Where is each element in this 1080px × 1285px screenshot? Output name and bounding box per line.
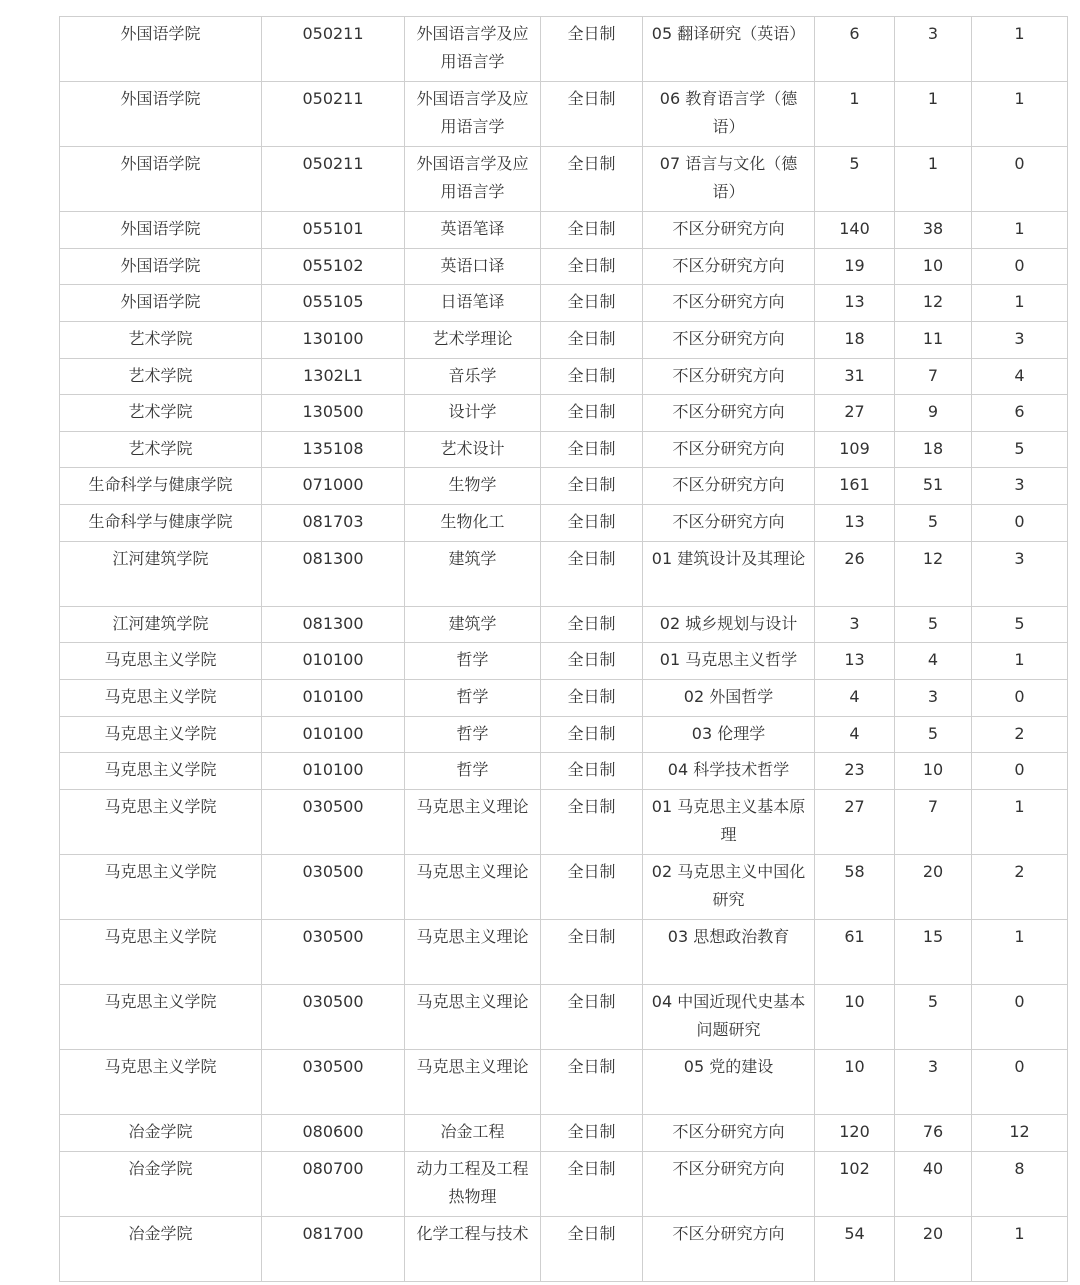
- study-mode-cell: 全日制: [541, 643, 643, 680]
- college-cell: 马克思主义学院: [60, 984, 262, 1049]
- quota-cell: 10: [815, 984, 895, 1049]
- major-name-cell: 冶金工程: [405, 1115, 541, 1152]
- research-direction-cell: 07 语言与文化（德语）: [643, 147, 815, 212]
- quota-cell: 1: [815, 82, 895, 147]
- count-cell: 2: [972, 854, 1068, 919]
- recommended-cell: 10: [895, 753, 972, 790]
- college-cell: 外国语学院: [60, 82, 262, 147]
- major-name-cell: 哲学: [405, 643, 541, 680]
- table-row: [60, 541, 1068, 606]
- recommended-cell: 12: [895, 541, 972, 606]
- research-direction-cell: 不区分研究方向: [643, 285, 815, 322]
- study-mode-cell: 全日制: [541, 285, 643, 322]
- table-row: [60, 1050, 1068, 1115]
- college-cell: 马克思主义学院: [60, 716, 262, 753]
- major-code-cell: 030500: [262, 789, 405, 854]
- study-mode-cell: 全日制: [541, 147, 643, 212]
- study-mode-cell: 全日制: [541, 753, 643, 790]
- major-code-cell: 010100: [262, 716, 405, 753]
- college-cell: 生命科学与健康学院: [60, 468, 262, 505]
- major-code-cell: 030500: [262, 984, 405, 1049]
- study-mode-cell: 全日制: [541, 431, 643, 468]
- count-cell: 1: [972, 17, 1068, 82]
- table-row: [60, 716, 1068, 753]
- study-mode-cell: 全日制: [541, 395, 643, 432]
- major-code-cell: 081703: [262, 505, 405, 542]
- count-cell: 1: [972, 919, 1068, 984]
- major-name-cell: 动力工程及工程热物理: [405, 1151, 541, 1216]
- research-direction-cell: 03 伦理学: [643, 716, 815, 753]
- major-code-cell: 030500: [262, 919, 405, 984]
- study-mode-cell: 全日制: [541, 1151, 643, 1216]
- major-code-cell: 1302L1: [262, 358, 405, 395]
- table-row: [60, 1216, 1068, 1281]
- count-cell: 1: [972, 82, 1068, 147]
- quota-cell: 6: [815, 17, 895, 82]
- quota-cell: 120: [815, 1115, 895, 1152]
- major-code-cell: 055101: [262, 212, 405, 249]
- table-row: [60, 395, 1068, 432]
- college-cell: 江河建筑学院: [60, 541, 262, 606]
- table-row: [60, 753, 1068, 790]
- major-code-cell: 050211: [262, 17, 405, 82]
- college-cell: 艺术学院: [60, 322, 262, 359]
- count-cell: 0: [972, 505, 1068, 542]
- major-code-cell: 055105: [262, 285, 405, 322]
- research-direction-cell: 不区分研究方向: [643, 1151, 815, 1216]
- major-name-cell: 艺术学理论: [405, 322, 541, 359]
- table-row: [60, 984, 1068, 1049]
- study-mode-cell: 全日制: [541, 541, 643, 606]
- recommended-cell: 1: [895, 82, 972, 147]
- study-mode-cell: 全日制: [541, 212, 643, 249]
- table-row: [60, 1115, 1068, 1152]
- major-code-cell: 010100: [262, 643, 405, 680]
- table-row: [60, 679, 1068, 716]
- count-cell: 0: [972, 679, 1068, 716]
- recommended-cell: 5: [895, 984, 972, 1049]
- table-row: [60, 468, 1068, 505]
- count-cell: 0: [972, 248, 1068, 285]
- major-name-cell: 生物学: [405, 468, 541, 505]
- count-cell: 0: [972, 147, 1068, 212]
- count-cell: 8: [972, 1151, 1068, 1216]
- study-mode-cell: 全日制: [541, 322, 643, 359]
- major-code-cell: 010100: [262, 753, 405, 790]
- research-direction-cell: 03 思想政治教育: [643, 919, 815, 984]
- study-mode-cell: 全日制: [541, 606, 643, 643]
- table-row: [60, 82, 1068, 147]
- count-cell: 3: [972, 468, 1068, 505]
- research-direction-cell: 不区分研究方向: [643, 248, 815, 285]
- college-cell: 马克思主义学院: [60, 919, 262, 984]
- study-mode-cell: 全日制: [541, 358, 643, 395]
- major-code-cell: 030500: [262, 854, 405, 919]
- quota-cell: 13: [815, 285, 895, 322]
- recommended-cell: 7: [895, 358, 972, 395]
- research-direction-cell: 不区分研究方向: [643, 1216, 815, 1281]
- count-cell: 5: [972, 606, 1068, 643]
- major-name-cell: 马克思主义理论: [405, 789, 541, 854]
- recommended-cell: 5: [895, 716, 972, 753]
- major-name-cell: 外国语言学及应用语言学: [405, 17, 541, 82]
- count-cell: 2: [972, 716, 1068, 753]
- research-direction-cell: 06 教育语言学（德语）: [643, 82, 815, 147]
- quota-cell: 10: [815, 1050, 895, 1115]
- count-cell: 5: [972, 431, 1068, 468]
- recommended-cell: 11: [895, 322, 972, 359]
- quota-cell: 23: [815, 753, 895, 790]
- table-row: [60, 431, 1068, 468]
- recommended-cell: 40: [895, 1151, 972, 1216]
- table-row: [60, 322, 1068, 359]
- recommended-cell: 7: [895, 789, 972, 854]
- major-name-cell: 英语笔译: [405, 212, 541, 249]
- quota-cell: 26: [815, 541, 895, 606]
- major-code-cell: 130500: [262, 395, 405, 432]
- major-name-cell: 马克思主义理论: [405, 984, 541, 1049]
- quota-cell: 27: [815, 395, 895, 432]
- major-code-cell: 050211: [262, 147, 405, 212]
- quota-cell: 109: [815, 431, 895, 468]
- quota-cell: 4: [815, 679, 895, 716]
- count-cell: 0: [972, 1050, 1068, 1115]
- count-cell: 1: [972, 1216, 1068, 1281]
- major-name-cell: 马克思主义理论: [405, 919, 541, 984]
- count-cell: 6: [972, 395, 1068, 432]
- major-name-cell: 设计学: [405, 395, 541, 432]
- college-cell: 马克思主义学院: [60, 643, 262, 680]
- major-name-cell: 哲学: [405, 679, 541, 716]
- major-name-cell: 哲学: [405, 753, 541, 790]
- study-mode-cell: 全日制: [541, 505, 643, 542]
- table-row: [60, 212, 1068, 249]
- table-row: [60, 248, 1068, 285]
- research-direction-cell: 不区分研究方向: [643, 322, 815, 359]
- quota-cell: 13: [815, 505, 895, 542]
- table-row: [60, 919, 1068, 984]
- table-row: [60, 505, 1068, 542]
- college-cell: 马克思主义学院: [60, 679, 262, 716]
- recommended-cell: 12: [895, 285, 972, 322]
- count-cell: 3: [972, 541, 1068, 606]
- major-name-cell: 外国语言学及应用语言学: [405, 82, 541, 147]
- study-mode-cell: 全日制: [541, 248, 643, 285]
- college-cell: 马克思主义学院: [60, 753, 262, 790]
- recommended-cell: 51: [895, 468, 972, 505]
- quota-cell: 61: [815, 919, 895, 984]
- quota-cell: 13: [815, 643, 895, 680]
- table-row: [60, 285, 1068, 322]
- research-direction-cell: 不区分研究方向: [643, 1115, 815, 1152]
- major-name-cell: 化学工程与技术: [405, 1216, 541, 1281]
- recommended-cell: 76: [895, 1115, 972, 1152]
- major-name-cell: 马克思主义理论: [405, 854, 541, 919]
- college-cell: 外国语学院: [60, 248, 262, 285]
- table-row: [60, 789, 1068, 854]
- quota-cell: 54: [815, 1216, 895, 1281]
- table-body: [60, 17, 1068, 1282]
- research-direction-cell: 05 党的建设: [643, 1050, 815, 1115]
- college-cell: 冶金学院: [60, 1216, 262, 1281]
- count-cell: 1: [972, 789, 1068, 854]
- recommended-cell: 9: [895, 395, 972, 432]
- study-mode-cell: 全日制: [541, 17, 643, 82]
- major-code-cell: 130100: [262, 322, 405, 359]
- major-name-cell: 艺术设计: [405, 431, 541, 468]
- college-cell: 艺术学院: [60, 431, 262, 468]
- college-cell: 生命科学与健康学院: [60, 505, 262, 542]
- major-code-cell: 030500: [262, 1050, 405, 1115]
- major-code-cell: 081700: [262, 1216, 405, 1281]
- study-mode-cell: 全日制: [541, 1050, 643, 1115]
- table-row: [60, 358, 1068, 395]
- major-code-cell: 055102: [262, 248, 405, 285]
- major-name-cell: 建筑学: [405, 606, 541, 643]
- recommended-cell: 18: [895, 431, 972, 468]
- major-code-cell: 081300: [262, 541, 405, 606]
- research-direction-cell: 不区分研究方向: [643, 358, 815, 395]
- count-cell: 4: [972, 358, 1068, 395]
- major-code-cell: 010100: [262, 679, 405, 716]
- research-direction-cell: 01 马克思主义基本原理: [643, 789, 815, 854]
- major-name-cell: 马克思主义理论: [405, 1050, 541, 1115]
- research-direction-cell: 05 翻译研究（英语）: [643, 17, 815, 82]
- count-cell: 1: [972, 643, 1068, 680]
- quota-cell: 102: [815, 1151, 895, 1216]
- quota-cell: 27: [815, 789, 895, 854]
- table-row: [60, 643, 1068, 680]
- college-cell: 马克思主义学院: [60, 854, 262, 919]
- college-cell: 艺术学院: [60, 395, 262, 432]
- count-cell: 0: [972, 753, 1068, 790]
- research-direction-cell: 04 科学技术哲学: [643, 753, 815, 790]
- major-code-cell: 071000: [262, 468, 405, 505]
- quota-cell: 140: [815, 212, 895, 249]
- research-direction-cell: 不区分研究方向: [643, 431, 815, 468]
- quota-cell: 19: [815, 248, 895, 285]
- recommended-cell: 3: [895, 1050, 972, 1115]
- study-mode-cell: 全日制: [541, 854, 643, 919]
- admissions-table-container: [59, 16, 1068, 1282]
- research-direction-cell: 04 中国近现代史基本问题研究: [643, 984, 815, 1049]
- study-mode-cell: 全日制: [541, 984, 643, 1049]
- college-cell: 艺术学院: [60, 358, 262, 395]
- quota-cell: 5: [815, 147, 895, 212]
- research-direction-cell: 02 马克思主义中国化研究: [643, 854, 815, 919]
- research-direction-cell: 不区分研究方向: [643, 395, 815, 432]
- college-cell: 冶金学院: [60, 1115, 262, 1152]
- recommended-cell: 15: [895, 919, 972, 984]
- recommended-cell: 10: [895, 248, 972, 285]
- recommended-cell: 3: [895, 679, 972, 716]
- study-mode-cell: 全日制: [541, 1115, 643, 1152]
- study-mode-cell: 全日制: [541, 919, 643, 984]
- count-cell: 0: [972, 984, 1068, 1049]
- research-direction-cell: 不区分研究方向: [643, 505, 815, 542]
- quota-cell: 31: [815, 358, 895, 395]
- table-row: [60, 17, 1068, 82]
- college-cell: 马克思主义学院: [60, 789, 262, 854]
- major-name-cell: 外国语言学及应用语言学: [405, 147, 541, 212]
- major-name-cell: 生物化工: [405, 505, 541, 542]
- major-code-cell: 080700: [262, 1151, 405, 1216]
- major-name-cell: 英语口译: [405, 248, 541, 285]
- quota-cell: 4: [815, 716, 895, 753]
- major-name-cell: 建筑学: [405, 541, 541, 606]
- quota-cell: 161: [815, 468, 895, 505]
- recommended-cell: 5: [895, 606, 972, 643]
- admissions-table: [59, 16, 1068, 1282]
- research-direction-cell: 不区分研究方向: [643, 212, 815, 249]
- study-mode-cell: 全日制: [541, 1216, 643, 1281]
- study-mode-cell: 全日制: [541, 789, 643, 854]
- major-name-cell: 日语笔译: [405, 285, 541, 322]
- college-cell: 外国语学院: [60, 212, 262, 249]
- major-code-cell: 050211: [262, 82, 405, 147]
- major-code-cell: 081300: [262, 606, 405, 643]
- research-direction-cell: 02 外国哲学: [643, 679, 815, 716]
- recommended-cell: 38: [895, 212, 972, 249]
- table-row: [60, 606, 1068, 643]
- study-mode-cell: 全日制: [541, 82, 643, 147]
- quota-cell: 58: [815, 854, 895, 919]
- study-mode-cell: 全日制: [541, 468, 643, 505]
- college-cell: 冶金学院: [60, 1151, 262, 1216]
- count-cell: 12: [972, 1115, 1068, 1152]
- research-direction-cell: 02 城乡规划与设计: [643, 606, 815, 643]
- college-cell: 江河建筑学院: [60, 606, 262, 643]
- college-cell: 外国语学院: [60, 285, 262, 322]
- count-cell: 1: [972, 285, 1068, 322]
- table-row: [60, 147, 1068, 212]
- major-name-cell: 哲学: [405, 716, 541, 753]
- count-cell: 1: [972, 212, 1068, 249]
- study-mode-cell: 全日制: [541, 679, 643, 716]
- college-cell: 马克思主义学院: [60, 1050, 262, 1115]
- major-code-cell: 080600: [262, 1115, 405, 1152]
- quota-cell: 3: [815, 606, 895, 643]
- college-cell: 外国语学院: [60, 17, 262, 82]
- recommended-cell: 5: [895, 505, 972, 542]
- college-cell: 外国语学院: [60, 147, 262, 212]
- recommended-cell: 4: [895, 643, 972, 680]
- table-row: [60, 854, 1068, 919]
- research-direction-cell: 不区分研究方向: [643, 468, 815, 505]
- recommended-cell: 3: [895, 17, 972, 82]
- count-cell: 3: [972, 322, 1068, 359]
- major-code-cell: 135108: [262, 431, 405, 468]
- recommended-cell: 1: [895, 147, 972, 212]
- major-name-cell: 音乐学: [405, 358, 541, 395]
- recommended-cell: 20: [895, 1216, 972, 1281]
- research-direction-cell: 01 马克思主义哲学: [643, 643, 815, 680]
- research-direction-cell: 01 建筑设计及其理论: [643, 541, 815, 606]
- table-row: [60, 1151, 1068, 1216]
- recommended-cell: 20: [895, 854, 972, 919]
- study-mode-cell: 全日制: [541, 716, 643, 753]
- quota-cell: 18: [815, 322, 895, 359]
